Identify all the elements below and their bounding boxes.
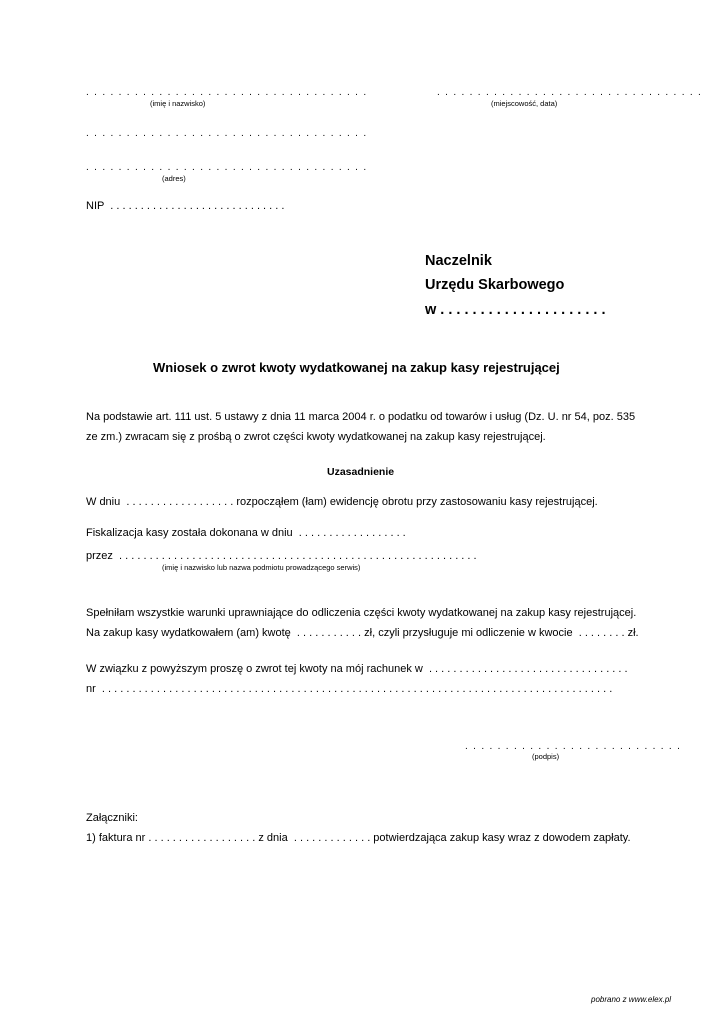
name-caption: (imię i nazwisko)	[150, 99, 206, 108]
service-provider-line: przez . . . . . . . . . . . . . . . . . . . . . . . . . . . . . . . . . . . . . . . . . . . . . . . . . . . . . . . . . . .	[86, 550, 477, 562]
name-dots-line: . . . . . . . . . . . . . . . . . . . . . . . . . . . . . . . . . . .	[86, 87, 368, 98]
justification-heading: Uzasadnienie	[327, 466, 395, 478]
conditions-line-1: Spełniłam wszystkie warunki uprawniające do odliczenia części kwoty wydatkowanej na zakup kasy rejestrującej.	[86, 607, 637, 619]
footer-source-note: pobrano z www.elex.pl	[591, 995, 672, 1004]
document-title: Wniosek o zwrot kwoty wydatkowanej na zakup kasy rejestrującej	[153, 360, 560, 375]
nip-line: NIP . . . . . . . . . . . . . . . . . . . . . . . . . . . . .	[86, 200, 285, 212]
second-line-dots: . . . . . . . . . . . . . . . . . . . . . . . . . . . . . . . . . . .	[86, 128, 368, 139]
signature-caption: (podpis)	[532, 752, 560, 761]
fiscalization-line: Fiskalizacja kasy została dokonana w dniu . . . . . . . . . . . . . . . . . .	[86, 527, 406, 539]
request-line-1: W związku z powyższym proszę o zwrot tej kwoty na mój rachunek w . . . . . . . . . . . . . . . . . . . . . . . . . . . . . . . . .	[86, 663, 628, 675]
service-provider-caption: (imię i nazwisko lub nazwa podmiotu prowadzącego serwis)	[162, 563, 361, 572]
intro-line-1: Na podstawie art. 111 ust. 5 ustawy z dnia 11 marca 2004 r. o podatku od towarów i usług (Dz. U. nr 54, poz. 535	[86, 411, 636, 423]
address-dots-line: . . . . . . . . . . . . . . . . . . . . . . . . . . . . . . . . . . .	[86, 162, 368, 173]
attachments-heading: Załączniki:	[86, 812, 138, 824]
addressee-line-2: Urzędu Skarbowego	[425, 277, 565, 293]
conditions-line-2: Na zakup kasy wydatkowałem (am) kwotę . . . . . . . . . . . zł, czyli przysługuje mi odliczenie w kwocie . . . . . . . . zł.	[86, 627, 639, 639]
addressee-line-1: Naczelnik	[425, 253, 492, 269]
account-number-line: nr . . . . . . . . . . . . . . . . . . . . . . . . . . . . . . . . . . . . . . . . . . . . . . . . . . . . . . . . . . . . . . . . . . . . . . . . . . . . . . . . . . . .	[86, 683, 613, 695]
intro-line-2: ze zm.) zwracam się z prośbą o zwrot części kwoty wydatkowanej na zakup kasy rejestrującej.	[86, 431, 546, 443]
place-date-dots-line: . . . . . . . . . . . . . . . . . . . . . . . . . . . . . . . . .	[437, 87, 703, 98]
start-date-line: W dniu . . . . . . . . . . . . . . . . . . rozpocząłem (łam) ewidencję obrotu przy zastosowaniu kasy rejestrującej.	[86, 496, 598, 508]
signature-dots-line: . . . . . . . . . . . . . . . . . . . . . . . . . . .	[465, 741, 682, 752]
place-date-caption: (miejscowość, data)	[491, 99, 558, 108]
attachment-item-1: 1) faktura nr . . . . . . . . . . . . . . . . . . z dnia . . . . . . . . . . . . . potwierdzająca zakup kasy wraz z dowodem zapłaty.	[86, 832, 631, 844]
addressee-line-3: w . . . . . . . . . . . . . . . . . . . . .	[425, 302, 606, 318]
address-caption: (adres)	[162, 174, 186, 183]
